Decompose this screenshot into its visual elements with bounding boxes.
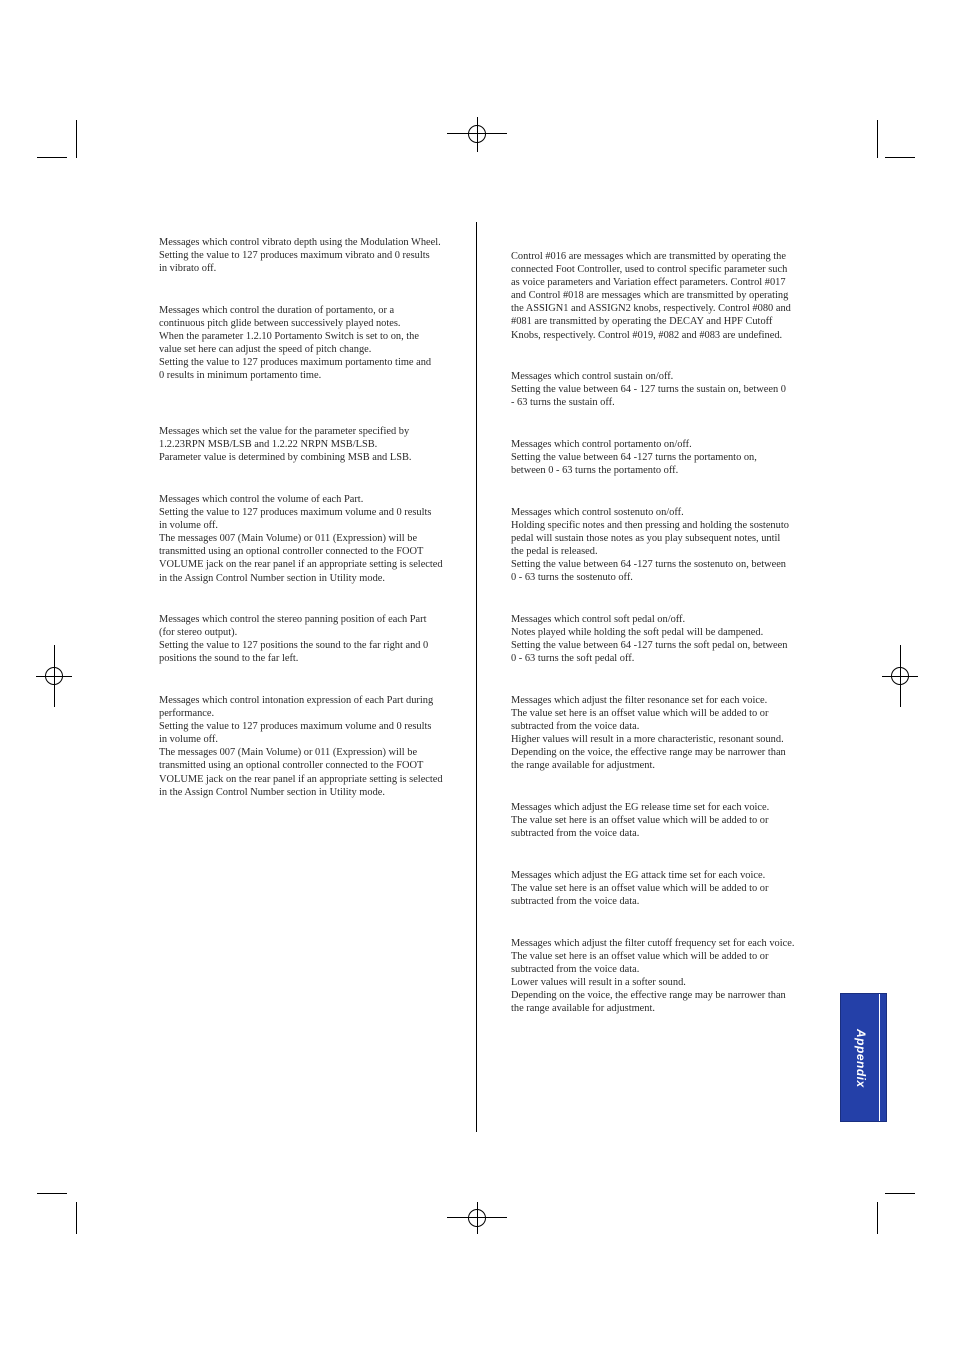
attack-time-paragraph: Messages which adjust the EG attack time set for each voice. The value set here is an offset value which will be added to or subtracted from the voice data. — [511, 870, 769, 908]
general-purpose-controller-paragraph: Control #016 are messages which are transmitted by operating the connected Foot Controller, used to control specific parameter such as voice parameters and Variation effect parameters. Control #017 and Control #018 are messages which are transmitted by operating the ASSIGN1 and ASSIGN2 knobs, respectively. Control #080 and #081 are transmitted by operating the DECAY and HPF Cutoff Knobs, respectively. Control #019, #082 and #083 are undefined. — [511, 251, 791, 341]
portamento-switch-paragraph: Messages which control portamento on/off. Setting the value between 64 -127 turns the portamento on, between 0 - 63 turns the portamento off. — [511, 439, 757, 477]
sostenuto-paragraph: Messages which control sostenuto on/off. Holding specific notes and then pressing and holding the sostenuto pedal will sustain those notes as you play subsequent notes, until the pedal is released. Setting the value between 64 -127 turns the sostenuto on, between 0 - 63 turns the sostenuto off. — [511, 507, 789, 584]
sustain-paragraph: Messages which control sustain on/off. Setting the value between 64 - 127 turns the sustain on, between 0 - 63 turns the sustain off. — [511, 371, 787, 409]
appendix-tab-label: Appendix — [854, 1029, 868, 1088]
portamento-time-paragraph: Messages which control the duration of portamento, or a continuous pitch glide between successively played notes. When the parameter 1.2.10 Portamento Switch is set to on, the value set here can adjust the speed of pitch change. Setting the value to 127 produces maximum portamento time and 0 results in minimum portamento time. — [159, 305, 432, 382]
main-volume-paragraph: Messages which control the volume of each Part. Setting the value to 127 produces maximum volume and 0 results in volume off. The messages 007 (Main Volume) or 011 (Expression) will be transmitted using an optional controller connected to the FOOT VOLUME jack on the rear panel if an appropriate setting is selected in the Assign Control Number section in Utility mode. — [159, 494, 443, 584]
tab-rule — [879, 994, 880, 1121]
brightness-paragraph: Messages which adjust the filter cutoff frequency set for each voice. The value set here is an offset value which will be added to or subtracted from the voice data. Lower values will result in a softer sound. Depending on the voice, the effective range may be narrower than the range available for adjustment. — [511, 938, 795, 1015]
data-entry-paragraph: Messages which set the value for the parameter specified by 1.2.23RPN MSB/LSB and 1.2.22 NRPN MSB/LSB. Parameter value is determined by combining MSB and LSB. — [159, 426, 412, 464]
harmonic-content-paragraph: Messages which adjust the filter resonance set for each voice. The value set here is an offset value which will be added to or subtracted from the voice data. Higher values will result in a more characteristic, resonant sound. Depending on the voice, the effective range may be narrower than the range available for adjustment. — [511, 695, 786, 772]
pan-paragraph: Messages which control the stereo panning position of each Part (for stereo output). Setting the value to 127 positions the sound to the far right and 0 positions the sound to the far left. — [159, 614, 429, 665]
column-divider — [476, 222, 477, 1132]
expression-paragraph: Messages which control intonation expression of each Part during performance. Setting the value to 127 produces maximum volume and 0 results in volume off. The messages 007 (Main Volume) or 011 (Expression) will be transmitted using an optional controller connected to the FOOT VOLUME jack on the rear panel if an appropriate setting is selected in the Assign Control Number section in Utility mode. — [159, 695, 443, 798]
release-time-paragraph: Messages which adjust the EG release time set for each voice. The value set here is an offset value which will be added to or subtracted from the voice data. — [511, 802, 770, 840]
appendix-tab — [840, 993, 887, 1122]
soft-pedal-paragraph: Messages which control soft pedal on/off. Notes played while holding the soft pedal will be dampened. Setting the value between 64 -127 turns the soft pedal on, between 0 - 63 turns the soft pedal off. — [511, 614, 788, 665]
modulation-paragraph: Messages which control vibrato depth using the Modulation Wheel. Setting the value to 127 produces maximum vibrato and 0 results in vibrato off. — [159, 237, 441, 275]
